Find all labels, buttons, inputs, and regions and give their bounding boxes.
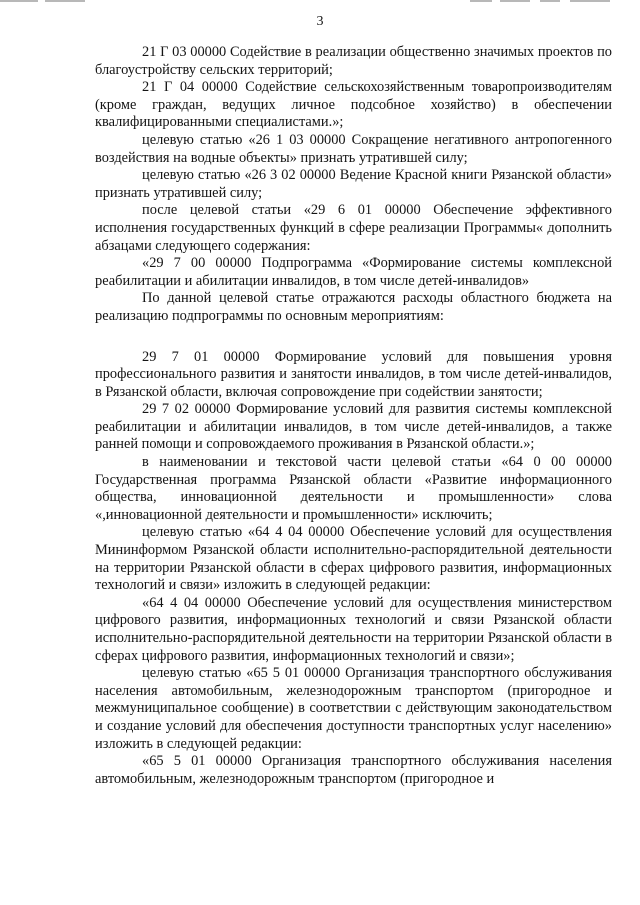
document-body bbox=[95, 44, 612, 788]
paragraph: целевую статью «64 4 04 00000 Обеспечение условий для осуществления Мининформом Рязанской области исполнительно-распорядительной деятельности на территории Рязанской области в сферах цифрового развития, информационных технологий и связи» изложить в следующей редакции: bbox=[95, 524, 612, 594]
page-number: 3 bbox=[316, 14, 324, 29]
paragraph: «64 4 04 00000 Обеспечение условий для осуществления министерством цифрового развития, информационных технологий и связи Рязанской области исполнительно-распорядительной деятельности на территории Рязанской области в сферах цифрового развития, информационных технологий и связи»; bbox=[95, 594, 612, 664]
paragraph: целевую статью «26 3 02 00000 Ведение Красной книги Рязанской области» признать утратившей силу; bbox=[95, 167, 612, 201]
scan-edge-marks bbox=[0, 0, 640, 4]
paragraph: 21 Г 04 00000 Содействие сельскохозяйственным товаропроизводителям (кроме граждан, ведущих личное подсобное хозяйство) в обеспечении квалифицированными специалистами.»; bbox=[95, 79, 612, 131]
paragraph: «65 5 01 00000 Организация транспортного обслуживания населения автомобильным, железнодорожным транспортом (пригородное и bbox=[95, 753, 612, 787]
paragraph: 29 7 02 00000 Формирование условий для развития системы комплексной реабилитации и абилитации инвалидов, в том числе детей-инвалидов, а также ранней помощи и сопровождаемого проживания в Рязанской области.»; bbox=[95, 401, 612, 453]
paragraph: 21 Г 03 00000 Содействие в реализации общественно значимых проектов по благоустройству сельских территорий; bbox=[95, 44, 612, 78]
paragraph: целевую статью «26 1 03 00000 Сокращение негативного антропогенного воздействия на водные объекты» признать утратившей силу; bbox=[95, 131, 612, 166]
paragraph: в наименовании и текстовой части целевой статьи «64 0 00 00000 Государственная программа Рязанской области «Развитие информационного общества, инновационной деятельности и промышленности» слова «,инновационной деятельности и промышленности» исключить; bbox=[95, 454, 612, 523]
paragraph: после целевой статьи «29 6 01 00000 Обеспечение эффективного исполнения государственных функций в сфере реализации Программы« дополнить абзацами следующего содержания: bbox=[95, 202, 612, 254]
paragraph: По данной целевой статье отражаются расходы областного бюджета на реализацию подпрограммы по основным мероприятиям: bbox=[95, 290, 612, 324]
paragraph: «29 7 00 00000 Подпрограмма «Формирование системы комплексной реабилитации и абилитации инвалидов, в том числе детей-инвалидов» bbox=[95, 255, 612, 289]
paragraph: целевую статью «65 5 01 00000 Организация транспортного обслуживания населения автомобильным, железнодорожным транспортом (пригородное и межмуниципальное сообщение) в соответствии с действующим законодательством и создание условий для обеспечения доступности транспортных услуг населению» изложить в следующей редакции: bbox=[95, 665, 612, 752]
paragraph: 29 7 01 00000 Формирование условий для повышения уровня профессионального развития и занятости инвалидов, в том числе детей-инвалидов, в Рязанской области, включая сопровождение при содействии занятости; bbox=[95, 348, 612, 400]
